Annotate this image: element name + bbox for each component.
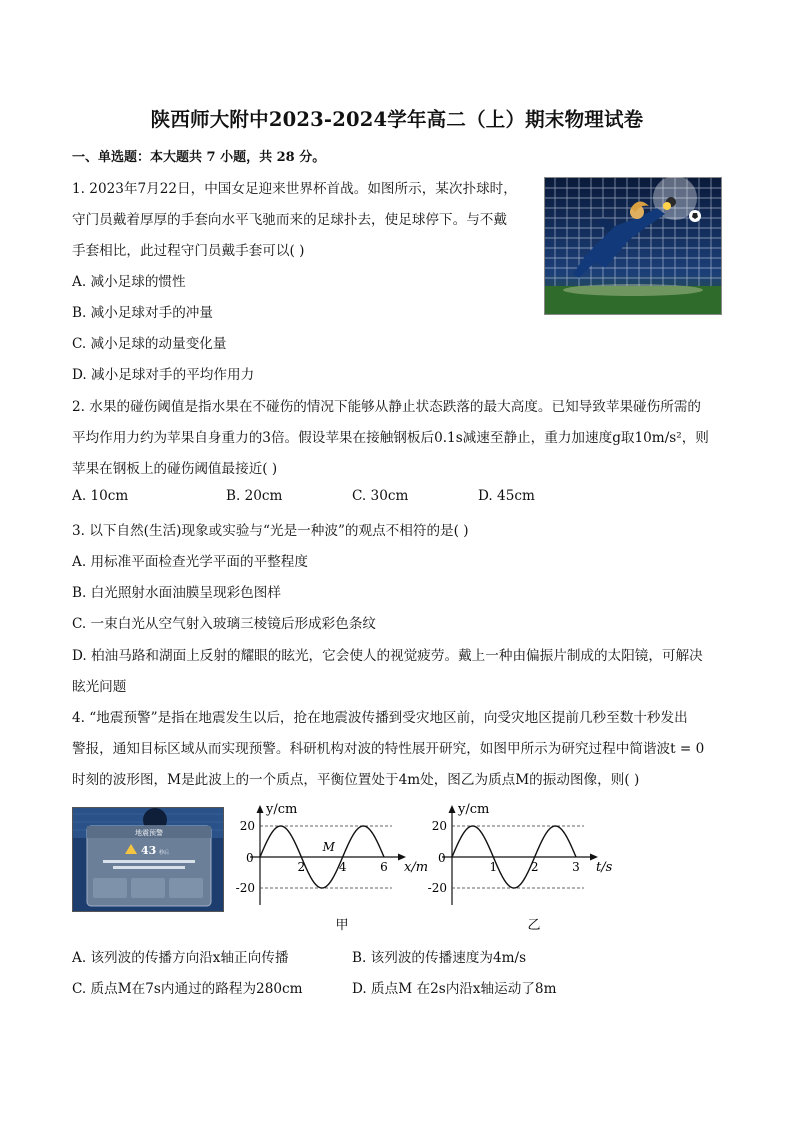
goalkeeper-photo [544, 177, 722, 315]
q4-option-d: D. 质点M 在2s内沿x轴运动了8m [352, 981, 557, 997]
jia-y-axis-label: y/cm [266, 802, 298, 817]
yi-y-axis-arrow [449, 805, 456, 813]
yi-caption: 乙 [527, 918, 541, 933]
jia-origin-label: 0 [246, 851, 254, 865]
q3-option-b: B. 白光照射水面油膜呈现彩色图样 [72, 585, 281, 601]
q3-option-a: A. 用标准平面检查光学平面的平整程度 [72, 554, 308, 570]
yi-x-tick-3: 3 [572, 860, 580, 874]
q2-stem-line-3: 苹果在钢板上的碰伤阈值最接近( ) [72, 461, 278, 477]
jia-y-tick-20: 20 [239, 819, 255, 833]
q2-option-c: C. 30cm [352, 488, 409, 504]
q1-stem-line-1: 1. 2023年7月22日，中国女足迎来世界杯首战。如图所示，某次扑球时， [72, 181, 517, 197]
jia-x-tick-2: 2 [297, 860, 306, 874]
phone-title: 地震预警 [135, 829, 163, 837]
q2-option-b: B. 20cm [226, 488, 283, 504]
jia-y-tick-neg20: -20 [235, 881, 255, 895]
page-title: 陕西师大附中2023-2024学年高二（上）期末物理试卷 [150, 108, 644, 131]
jia-y-axis-arrow [257, 805, 264, 813]
q3-stem: 3. 以下自然(生活)现象或实验与“光是一种波”的观点不相符的是( ) [72, 523, 469, 539]
q2-stem-line-1: 2. 水果的碰伤阈值是指水果在不碰伤的情况下能够从静止状态跌落的最大高度。已知导致苹果碰伤所需的 [72, 399, 702, 415]
earthquake-warning-photo [72, 807, 224, 912]
q3-option-d-line-2: 眩光问题 [72, 679, 127, 695]
q4-option-c: C. 质点M在7s内通过的路程为280cm [72, 981, 303, 997]
yi-origin-label: 0 [438, 851, 446, 865]
phone-countdown-unit: 秒后 [159, 850, 170, 856]
q4-stem-line-3: 时刻的波形图，M是此波上的一个质点，平衡位置处于4m处，图乙为质点M的振动图像，则( ) [72, 772, 640, 788]
q1-stem-line-2: 守门员戴着厚厚的手套向水平飞驰而来的足球扑去，使足球停下。与不戴 [72, 212, 507, 228]
q2-option-a: A. 10cm [72, 488, 129, 504]
jia-x-axis-label: x/m [404, 860, 429, 875]
q1-option-a: A. 减小足球的惯性 [72, 274, 186, 290]
section-header: 一、单选题：本大题共 7 小题，共 28 分。 [72, 150, 326, 165]
q4-stem-line-1: 4. “地震预警”是指在地震发生以后，抢在地震波传播到受灾地区前，向受灾地区提前几秒至数十秒发出 [72, 710, 688, 726]
q3-option-c: C. 一束白光从空气射入玻璃三棱镜后形成彩色条纹 [72, 616, 377, 632]
jia-point-m-label: M [322, 840, 335, 854]
yi-y-tick-neg20: -20 [427, 881, 447, 895]
jia-caption: 甲 [335, 918, 349, 933]
phone-countdown-number: 43 [141, 844, 157, 857]
q1-option-d: D. 减小足球对手的平均作用力 [72, 367, 255, 383]
q1-option-c: C. 减小足球的动量变化量 [72, 336, 227, 352]
q2-option-d: D. 45cm [478, 488, 535, 504]
q4-stem-line-2: 警报，通知目标区域从而实现预警。科研机构对波的特性展开研究，如图甲所示为研究过程中简谐波t = 0 [72, 741, 705, 757]
jia-x-tick-4: 4 [338, 860, 347, 874]
q4-option-b: B. 该列波的传播速度为4m/s [352, 950, 527, 966]
yi-x-axis-label: t/s [596, 860, 613, 875]
vibration-graph-yi [420, 795, 616, 937]
q1-stem-line-3: 手套相比，此过程守门员戴手套可以( ) [72, 243, 305, 259]
yi-y-axis-label: y/cm [458, 802, 490, 817]
yi-x-tick-1: 1 [489, 860, 498, 874]
jia-x-tick-6: 6 [380, 860, 388, 874]
yi-x-tick-2: 2 [530, 860, 539, 874]
wave-graph-jia [228, 795, 429, 937]
yi-y-tick-20: 20 [431, 819, 447, 833]
q1-option-b: B. 减小足球对手的冲量 [72, 305, 213, 321]
q2-stem-line-2: 平均作用力约为苹果自身重力的3倍。假设苹果在接触钢板后0.1s减速至静止，重力加速度g取10m/s²，则 [72, 430, 709, 446]
q3-option-d-line-1: D. 柏油马路和湖面上反射的耀眼的眩光，它会使人的视觉疲劳。戴上一种由偏振片制成的太阳镜，可解决 [72, 648, 703, 664]
q4-option-a: A. 该列波的传播方向沿x轴正向传播 [72, 950, 289, 966]
